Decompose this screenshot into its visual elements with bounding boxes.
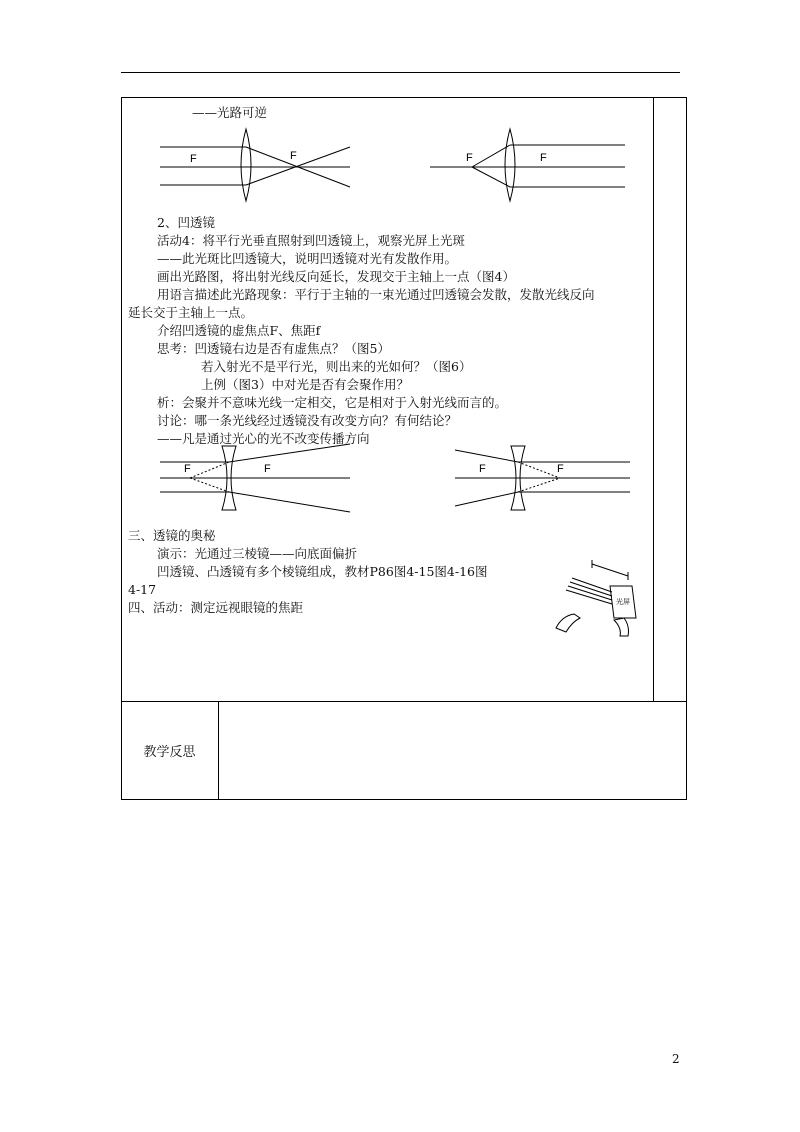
section-heading: 2、凹透镜 <box>157 215 215 230</box>
text-line: ——凡是通过光心的光不改变传播方向 <box>157 431 370 446</box>
text-line: 介绍凹透镜的虚焦点F、焦距f <box>157 323 321 338</box>
text-line: 用语言描述此光路现象：平行于主轴的一束光通过凹透镜会发散，发散光线反向 <box>157 287 595 302</box>
text-line: 4-17 <box>128 582 157 597</box>
table-label-divider <box>218 701 219 800</box>
header-rule <box>121 72 680 73</box>
convex-lens-parallel-diagram <box>430 125 630 205</box>
text-line: 凹透镜、凸透镜有多个棱镜组成，教材P86图4-15图4-16图 <box>157 564 488 579</box>
text-line: ——此光斑比凹透镜大，说明凹透镜对光有发散作用。 <box>157 251 458 266</box>
convex-lens-converging-diagram <box>160 125 360 205</box>
focus-label: F <box>190 153 197 165</box>
section-heading: 四、活动：测定远视眼镜的焦距 <box>128 600 304 615</box>
text-line: 析：会聚并不意味光线一定相交，它是相对于入射光线而言的。 <box>157 395 508 410</box>
text-line: 若入射光不是平行光，则出来的光如何？（图6） <box>201 359 472 374</box>
teaching-reflection-label: 教学反思 <box>143 745 196 760</box>
focus-label: F <box>557 463 564 475</box>
text-line: 活动4：将平行光垂直照射到凹透镜上，观察光屏上光斑 <box>157 233 465 248</box>
text-line: 画出光路图，将出射光线反向延长，发现交于主轴上一点（图4） <box>157 269 515 284</box>
prism-experiment-illustration <box>552 558 642 638</box>
text-line: 演示：光通过三棱镜——向底面偏折 <box>157 546 358 561</box>
screen-label: 光屏 <box>616 599 630 606</box>
text-line: 延长交于主轴上一点。 <box>128 305 254 320</box>
concave-lens-parallel-diagram <box>455 440 635 520</box>
focus-label: F <box>479 463 486 475</box>
focus-label: F <box>290 150 297 162</box>
text-line: 讨论：哪一条光线经过透镜没有改变方向？有何结论？ <box>157 413 458 428</box>
text-line: ——光路可逆 <box>192 105 268 120</box>
focus-label: F <box>184 463 191 475</box>
table-column-divider <box>653 97 654 701</box>
concave-lens-diverging-diagram <box>160 440 360 520</box>
section-heading: 三、透镜的奥秘 <box>128 528 216 543</box>
focus-label: F <box>540 152 547 164</box>
focus-label: F <box>466 152 473 164</box>
focus-label: F <box>264 463 271 475</box>
page-number: 2 <box>672 1052 680 1066</box>
text-line: 思考：凹透镜右边是否有虚焦点？（图5） <box>157 341 390 356</box>
text-line: 上例（图3）中对光是否有会聚作用？ <box>201 377 409 392</box>
